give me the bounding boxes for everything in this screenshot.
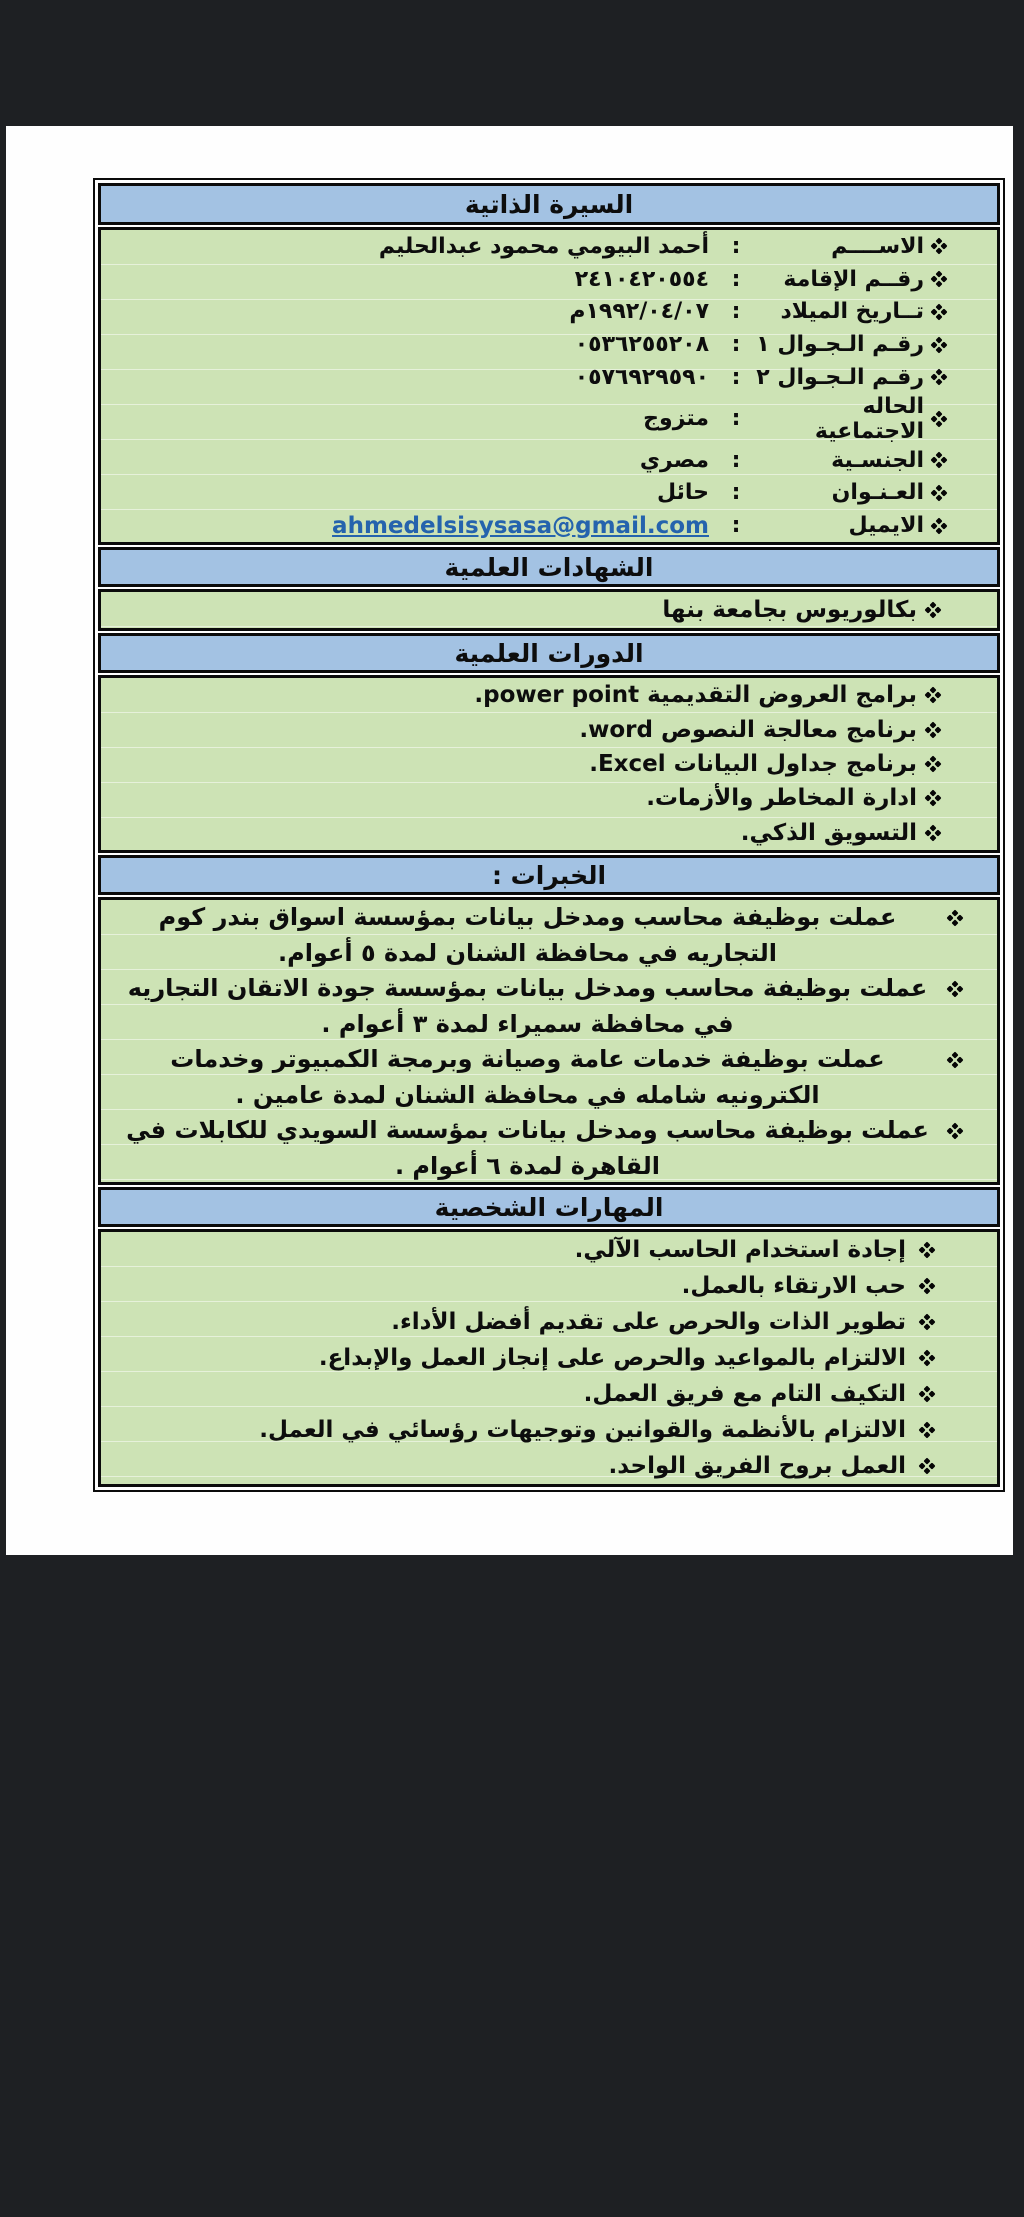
- diamond-bullet-icon: [931, 369, 948, 386]
- document-page: [6, 126, 1013, 1555]
- info-label: العـنـوان: [831, 480, 924, 506]
- info-label-group: [749, 448, 945, 473]
- info-row: [101, 394, 997, 444]
- skill-item: [101, 1412, 997, 1448]
- skill-item-text: العمل بروح الفريق الواحد.: [608, 1453, 906, 1479]
- info-row: [101, 328, 997, 361]
- info-value: متزوج: [643, 406, 709, 432]
- section-header-skills: المهارات الشخصية: [98, 1187, 1000, 1227]
- diamond-bullet-icon: [919, 1422, 936, 1439]
- diamond-bullet-icon: [919, 1386, 936, 1403]
- diamond-bullet-icon: [925, 687, 942, 704]
- diamond-bullet-icon: [931, 336, 948, 353]
- diamond-bullet-icon: [931, 303, 948, 320]
- experience-item-text: عملت بوظيفة محاسب ومدخل بيانات بمؤسسة السويدي للكابلات في القاهرة لمدة ٦ أعوام .: [126, 1116, 929, 1180]
- experience-section: [98, 897, 1000, 1185]
- diamond-bullet-icon: [931, 238, 948, 255]
- diamond-bullet-icon: [925, 721, 942, 738]
- experience-item-text: عملت بوظيفة محاسب ومدخل بيانات بمؤسسة جودة الاتقان التجاريه في محافظة سميراء لمدة ٣ أعوام .: [127, 974, 928, 1038]
- list-item: [101, 816, 997, 850]
- colon-separator: :: [731, 447, 741, 473]
- skill-item: [101, 1376, 997, 1412]
- diamond-bullet-icon: [931, 484, 948, 501]
- info-label-group: [749, 513, 945, 538]
- info-label-group: [749, 234, 945, 259]
- cv-table: [93, 178, 1005, 1492]
- skill-item: [101, 1340, 997, 1376]
- skill-item-text: إجادة استخدام الحاسب الآلي.: [574, 1237, 906, 1263]
- info-row: [101, 444, 997, 477]
- info-row: [101, 477, 997, 510]
- list-item: [101, 592, 997, 628]
- section-header-certificates: الشهادات العلمية: [98, 547, 1000, 587]
- personal-info-section: [98, 227, 1000, 545]
- section-header-experience: الخبرات :: [98, 855, 1000, 895]
- skill-item-text: التكيف التام مع فريق العمل.: [583, 1381, 906, 1407]
- info-row: [101, 230, 997, 263]
- info-label: رقـم الـجـوال ٢: [756, 364, 924, 390]
- info-label-group: [749, 394, 945, 444]
- diamond-bullet-icon: [919, 1458, 936, 1475]
- info-label: الايميل: [848, 513, 924, 539]
- info-label: الجنسـية: [831, 447, 924, 473]
- info-value: ٠٥٣٦٢٥٥٢٠٨: [574, 332, 709, 358]
- colon-separator: :: [731, 332, 741, 358]
- skill-item: [101, 1304, 997, 1340]
- experience-list: [101, 900, 997, 1182]
- experience-item: [101, 1113, 997, 1184]
- info-label-group: [749, 365, 945, 390]
- skills-list: [101, 1232, 997, 1484]
- experience-item: [101, 971, 997, 1042]
- email-link[interactable]: ahmedelsisysasa@gmail.com: [332, 512, 709, 539]
- info-row: [101, 296, 997, 329]
- info-row: [101, 361, 997, 394]
- list-item-text: برامج العروض التقديمية power point.: [474, 682, 917, 709]
- list-item: [101, 712, 997, 746]
- skill-item-text: الالتزام بالمواعيد والحرص على إنجاز العمل والإبداع.: [318, 1345, 906, 1371]
- info-label: الحاله الاجتماعية: [814, 393, 924, 444]
- info-label: الاســــم: [831, 233, 924, 259]
- diamond-bullet-icon: [947, 1123, 964, 1140]
- diamond-bullet-icon: [947, 981, 964, 998]
- list-item: [101, 781, 997, 815]
- experience-item: [101, 900, 997, 971]
- colon-separator: :: [731, 364, 741, 390]
- courses-list: [101, 678, 997, 850]
- diamond-bullet-icon: [947, 910, 964, 927]
- info-value: حائل: [656, 480, 709, 506]
- diamond-bullet-icon: [947, 1052, 964, 1069]
- info-row: [101, 509, 997, 542]
- skill-item-text: تطوير الذات والحرص على تقديم أفضل الأداء.: [391, 1309, 906, 1335]
- info-label-group: [749, 267, 945, 292]
- list-item-text: التسويق الذكي.: [740, 819, 917, 846]
- diamond-bullet-icon: [931, 271, 948, 288]
- diamond-bullet-icon: [931, 452, 948, 469]
- certificates-section: [98, 589, 1000, 631]
- list-item-text: برنامج معالجة النصوص word.: [579, 716, 917, 743]
- skill-item: [101, 1448, 997, 1484]
- diamond-bullet-icon: [925, 824, 942, 841]
- experience-item-text: عملت بوظيفة خدمات عامة وصيانة وبرمجة الكمبيوتر وخدمات الكترونيه شامله في محافظة الشنان لمدة عامين .: [170, 1045, 885, 1109]
- colon-separator: :: [731, 480, 741, 506]
- info-value: مصري: [639, 447, 709, 473]
- courses-section: [98, 675, 1000, 853]
- list-item: [101, 747, 997, 781]
- colon-separator: :: [731, 299, 741, 325]
- colon-separator: :: [731, 266, 741, 292]
- info-label-group: [749, 480, 945, 505]
- diamond-bullet-icon: [925, 790, 942, 807]
- list-item-text: ادارة المخاطر والأزمات.: [646, 785, 917, 812]
- diamond-bullet-icon: [925, 756, 942, 773]
- diamond-bullet-icon: [925, 602, 942, 619]
- section-header-cv-title: السيرة الذاتية: [98, 183, 1000, 225]
- skill-item-text: الالتزام بالأنظمة والقوانين وتوجيهات رؤسائي في العمل.: [259, 1417, 906, 1443]
- diamond-bullet-icon: [919, 1242, 936, 1259]
- skill-item: [101, 1232, 997, 1268]
- info-label: رقــم الإقامة: [783, 266, 924, 292]
- info-value: أحمد البيومي محمود عبدالحليم: [378, 233, 709, 259]
- info-value: ٠٥٧٦٩٢٩٥٩٠: [574, 364, 709, 390]
- certificates-list: [101, 592, 997, 628]
- colon-separator: :: [731, 406, 741, 432]
- info-label: تــاريخ الميلاد: [780, 299, 924, 325]
- list-item: [101, 678, 997, 712]
- info-label-group: [749, 332, 945, 357]
- colon-separator: :: [731, 233, 741, 259]
- skill-item-text: حب الارتقاء بالعمل.: [681, 1273, 906, 1299]
- list-item-text: بكالوريوس بجامعة بنها: [662, 597, 917, 623]
- diamond-bullet-icon: [931, 517, 948, 534]
- diamond-bullet-icon: [919, 1278, 936, 1295]
- section-header-courses: الدورات العلمية: [98, 633, 1000, 673]
- info-label-group: [749, 299, 945, 324]
- info-value: ٢٤١٠٤٢٠٥٥٤: [574, 266, 709, 292]
- skills-section: [98, 1229, 1000, 1487]
- experience-item: [101, 1042, 997, 1113]
- diamond-bullet-icon: [919, 1314, 936, 1331]
- info-value: ١٩٩٢/٠٤/٠٧م: [569, 299, 709, 325]
- diamond-bullet-icon: [919, 1350, 936, 1367]
- info-row: [101, 263, 997, 296]
- colon-separator: :: [731, 513, 741, 539]
- diamond-bullet-icon: [931, 410, 948, 427]
- info-label: رقـم الـجـوال ١: [756, 332, 924, 358]
- list-item-text: برنامج جداول البيانات Excel.: [589, 751, 917, 778]
- experience-item-text: عملت بوظيفة محاسب ومدخل بيانات بمؤسسة اسواق بندر كوم التجاريه في محافظة الشنان لمدة ٥ أعوام.: [158, 903, 897, 967]
- skill-item: [101, 1268, 997, 1304]
- personal-info-list: [101, 230, 997, 542]
